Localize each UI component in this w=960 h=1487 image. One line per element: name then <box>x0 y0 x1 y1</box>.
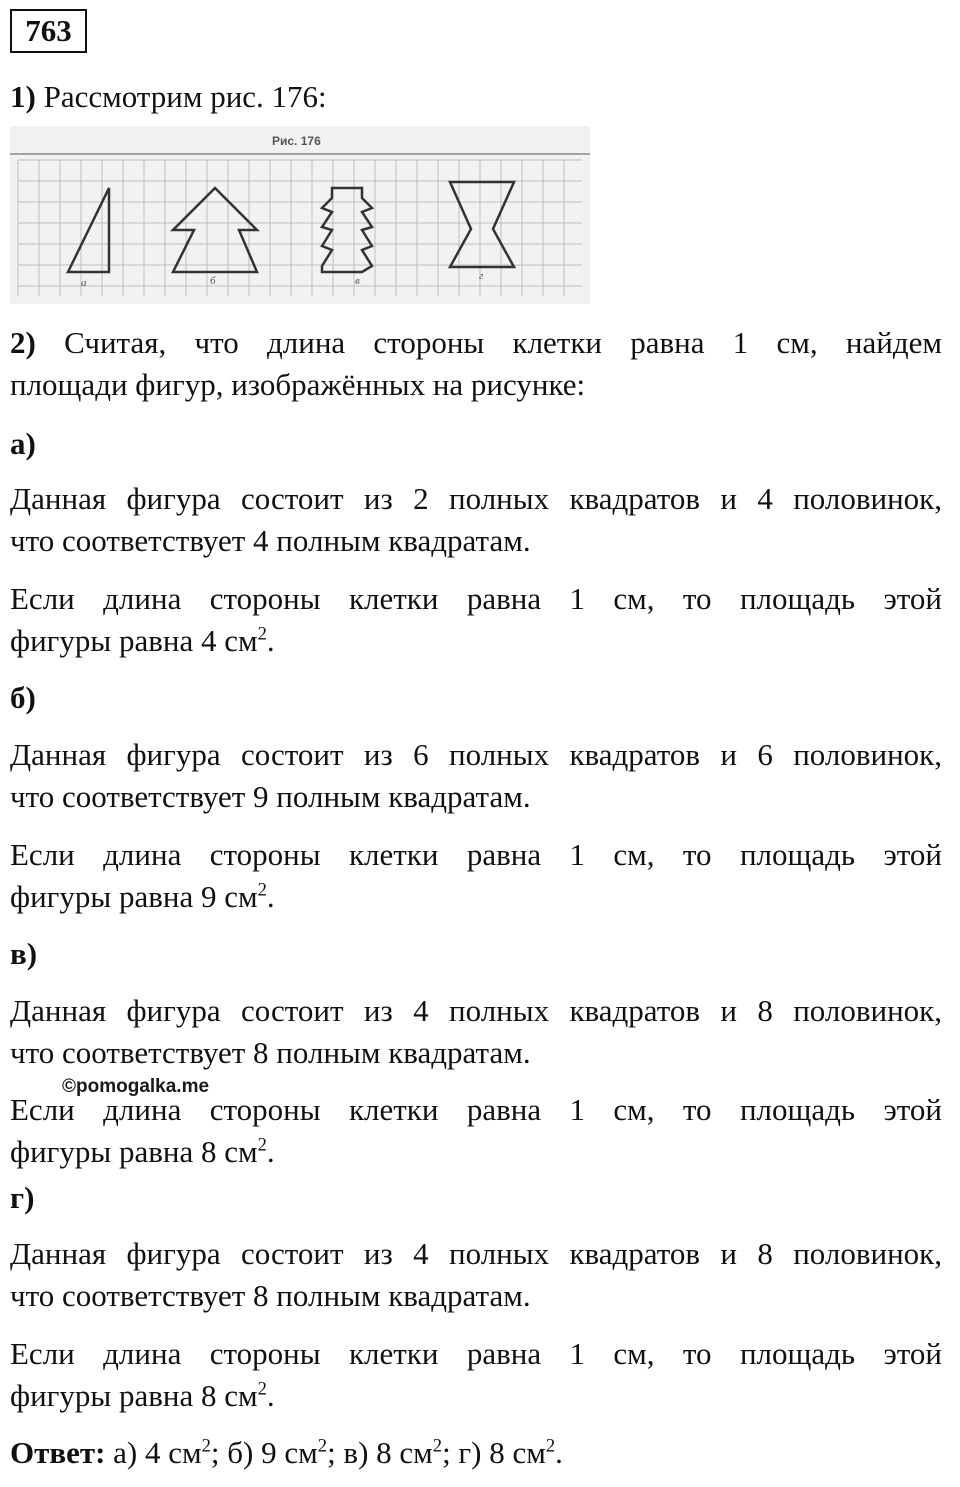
step2-line1 <box>10 322 942 364</box>
figure-caption: Рис. 176 <box>272 134 321 148</box>
answer-item-v: ; в) 8 см <box>327 1435 433 1470</box>
part-v-area-text: фигуры равна 8 см <box>10 1134 258 1169</box>
part-b-area-text: фигуры равна 9 см <box>10 879 258 914</box>
answer-label: Ответ: <box>10 1435 106 1470</box>
step1-line <box>10 76 942 118</box>
part-b-exp: 2 <box>257 879 267 901</box>
part-v-desc2: что соответствует 8 полным квадратам. <box>10 1035 531 1070</box>
part-v-exp: 2 <box>257 1134 267 1156</box>
part-v-end: . <box>266 1134 275 1169</box>
step2-marker: 2) <box>10 325 36 360</box>
part-a-label: а) <box>10 426 36 461</box>
part-g-area1: Если длина стороны клетки равна 1 см, то площадь этой <box>10 1336 942 1371</box>
part-g-desc2: что соответствует 8 полным квадратам. <box>10 1278 531 1313</box>
step2-line2: площади фигур, изображённых на рисунке: <box>10 367 586 402</box>
part-g-end: . <box>266 1378 275 1413</box>
part-a-exp: 2 <box>257 623 267 645</box>
label-g: г <box>479 270 484 282</box>
answer-exp-g: 2 <box>545 1435 556 1457</box>
part-a-end: . <box>266 623 275 658</box>
part-a-desc1: Данная фигура состоит из 2 полных квадратов и 4 половинок, <box>10 481 942 516</box>
part-a-area1: Если длина стороны клетки равна 1 см, то площадь этой <box>10 581 942 616</box>
part-g-desc1: Данная фигура состоит из 4 полных квадратов и 8 половинок, <box>10 1236 942 1271</box>
part-b-area2 <box>10 876 942 918</box>
part-g-exp: 2 <box>257 1378 267 1400</box>
part-g-area2 <box>10 1375 942 1417</box>
part-b-label: б) <box>10 680 36 715</box>
answer-end: . <box>555 1435 563 1470</box>
part-v-label: в) <box>10 936 38 971</box>
part-a-area-text: фигуры равна 4 см <box>10 623 258 658</box>
part-a-desc2: что соответствует 4 полным квадратам. <box>10 523 531 558</box>
answer-line <box>10 1432 942 1474</box>
part-a-area2 <box>10 620 942 662</box>
part-v-area1: Если длина стороны клетки равна 1 см, то площадь этой <box>10 1092 942 1127</box>
part-b-end: . <box>266 879 275 914</box>
label-v: в <box>355 275 360 287</box>
step1-text: Рассмотрим рис. 176: <box>43 79 327 114</box>
step2-text1: Считая, что длина стороны клетки равна 1 см, найдем <box>64 325 942 360</box>
answer-item-b: ; б) 9 см <box>210 1435 318 1470</box>
label-b: б <box>210 275 216 287</box>
part-b-area1: Если длина стороны клетки равна 1 см, то площадь этой <box>10 837 942 872</box>
part-v-area2 <box>10 1131 942 1173</box>
figure-176 <box>10 126 590 304</box>
step1-marker: 1) <box>10 79 36 114</box>
answer-exp-a: 2 <box>201 1435 211 1457</box>
answer-item-g: ; г) 8 см <box>442 1435 546 1470</box>
part-g-area-text: фигуры равна 8 см <box>10 1378 258 1413</box>
part-b-desc2: что соответствует 9 полным квадратам. <box>10 779 531 814</box>
task-number: 763 <box>10 9 87 53</box>
part-b-desc1: Данная фигура состоит из 6 полных квадратов и 6 половинок, <box>10 737 942 772</box>
grid-figure <box>10 126 590 304</box>
answer-exp-v: 2 <box>432 1435 443 1457</box>
watermark: ©pomogalka.me <box>62 1076 210 1097</box>
part-g-label: г) <box>10 1180 35 1215</box>
answer-item-a: а) 4 см <box>113 1435 202 1470</box>
label-a: а <box>81 277 87 289</box>
answer-exp-b: 2 <box>317 1435 328 1457</box>
part-v-desc1: Данная фигура состоит из 4 полных квадратов и 8 половинок, <box>10 993 942 1028</box>
